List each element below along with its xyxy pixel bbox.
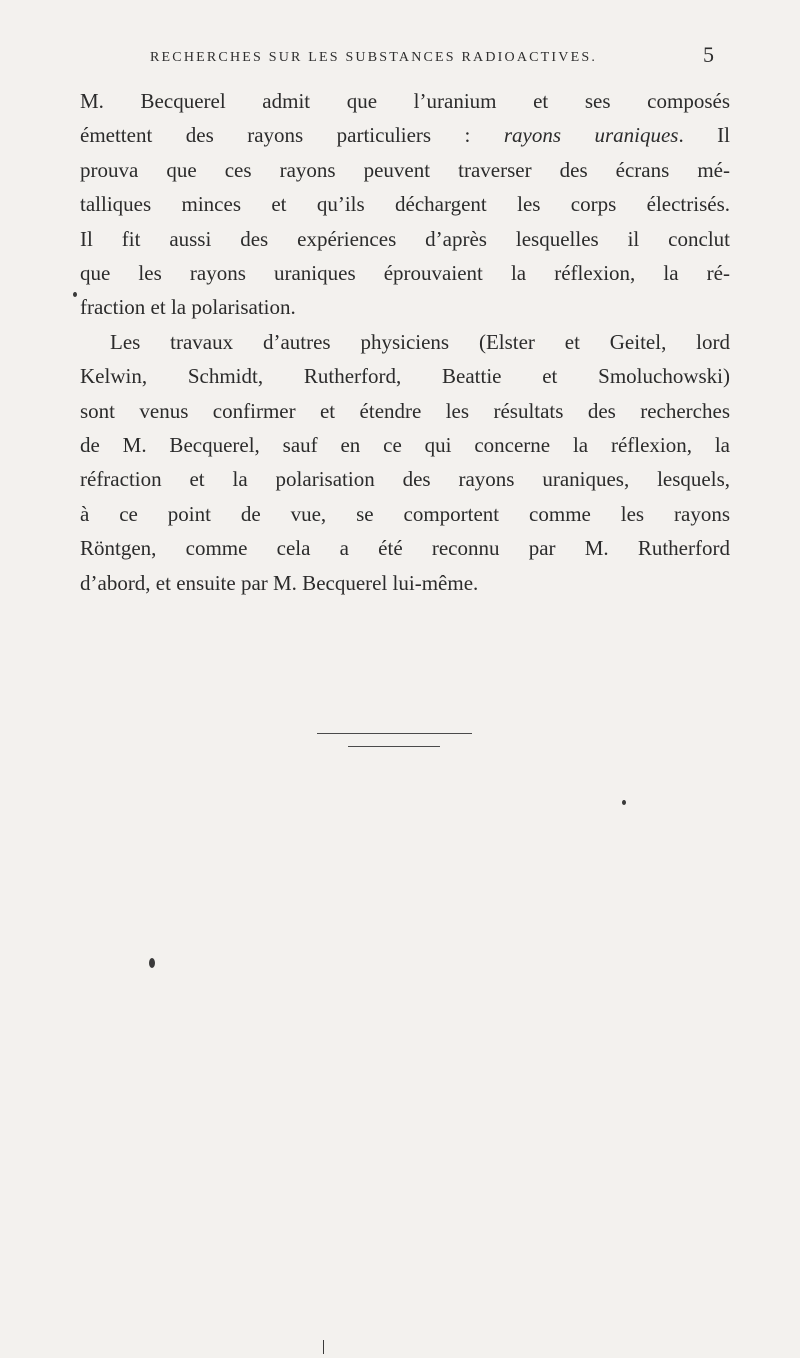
text-line: talliques minces et qu’ils déchargent les corps électrisés. [80, 192, 730, 217]
body-text [80, 84, 730, 600]
paper-speck [622, 800, 626, 805]
text-line [80, 118, 730, 152]
text-line: d’abord, et ensuite par M. Becquerel lui-même. [80, 570, 479, 595]
italic-term: rayons uraniques [503, 123, 679, 148]
paragraph-2 [80, 325, 730, 600]
text-line: de M. Becquerel, sauf en ce qui concerne la réflexion, la [80, 433, 730, 458]
running-head: RECHERCHES SUR LES SUBSTANCES RADIOACTIVES. [150, 50, 598, 65]
section-divider [317, 733, 472, 734]
paper-speck [323, 1340, 324, 1354]
text-segment: . Il [678, 123, 730, 148]
paper-speck [73, 292, 77, 297]
section-divider-short [348, 746, 440, 747]
text-line: à ce point de vue, se comportent comme les rayons [80, 501, 730, 526]
page-number: 5 [703, 42, 714, 67]
text-line: Röntgen, comme cela a été reconnu par M. Rutherford [80, 536, 730, 561]
text-line: réfraction et la polarisation des rayons uraniques, lesquels, [80, 467, 730, 492]
paragraph-1 [80, 84, 730, 325]
text-line: Kelwin, Schmidt, Rutherford, Beattie et Smoluchowski) [80, 364, 730, 389]
paper-speck [149, 958, 155, 968]
text-line: Il fit aussi des expériences d’après lesquelles il conclut [80, 226, 730, 251]
text-line: prouva que ces rayons peuvent traverser des écrans mé- [80, 157, 730, 182]
text-segment: émettent des rayons particuliers : [80, 123, 504, 148]
text-line: M. Becquerel admit que l’uranium et ses composés [80, 89, 730, 113]
text-line: que les rayons uraniques éprouvaient la réflexion, la ré- [80, 261, 730, 286]
text-line: Les travaux d’autres physiciens (Elster et Geitel, lord [110, 329, 730, 354]
text-line: fraction et la polarisation. [80, 295, 296, 320]
text-line: sont venus confirmer et étendre les résultats des recherches [80, 398, 730, 423]
